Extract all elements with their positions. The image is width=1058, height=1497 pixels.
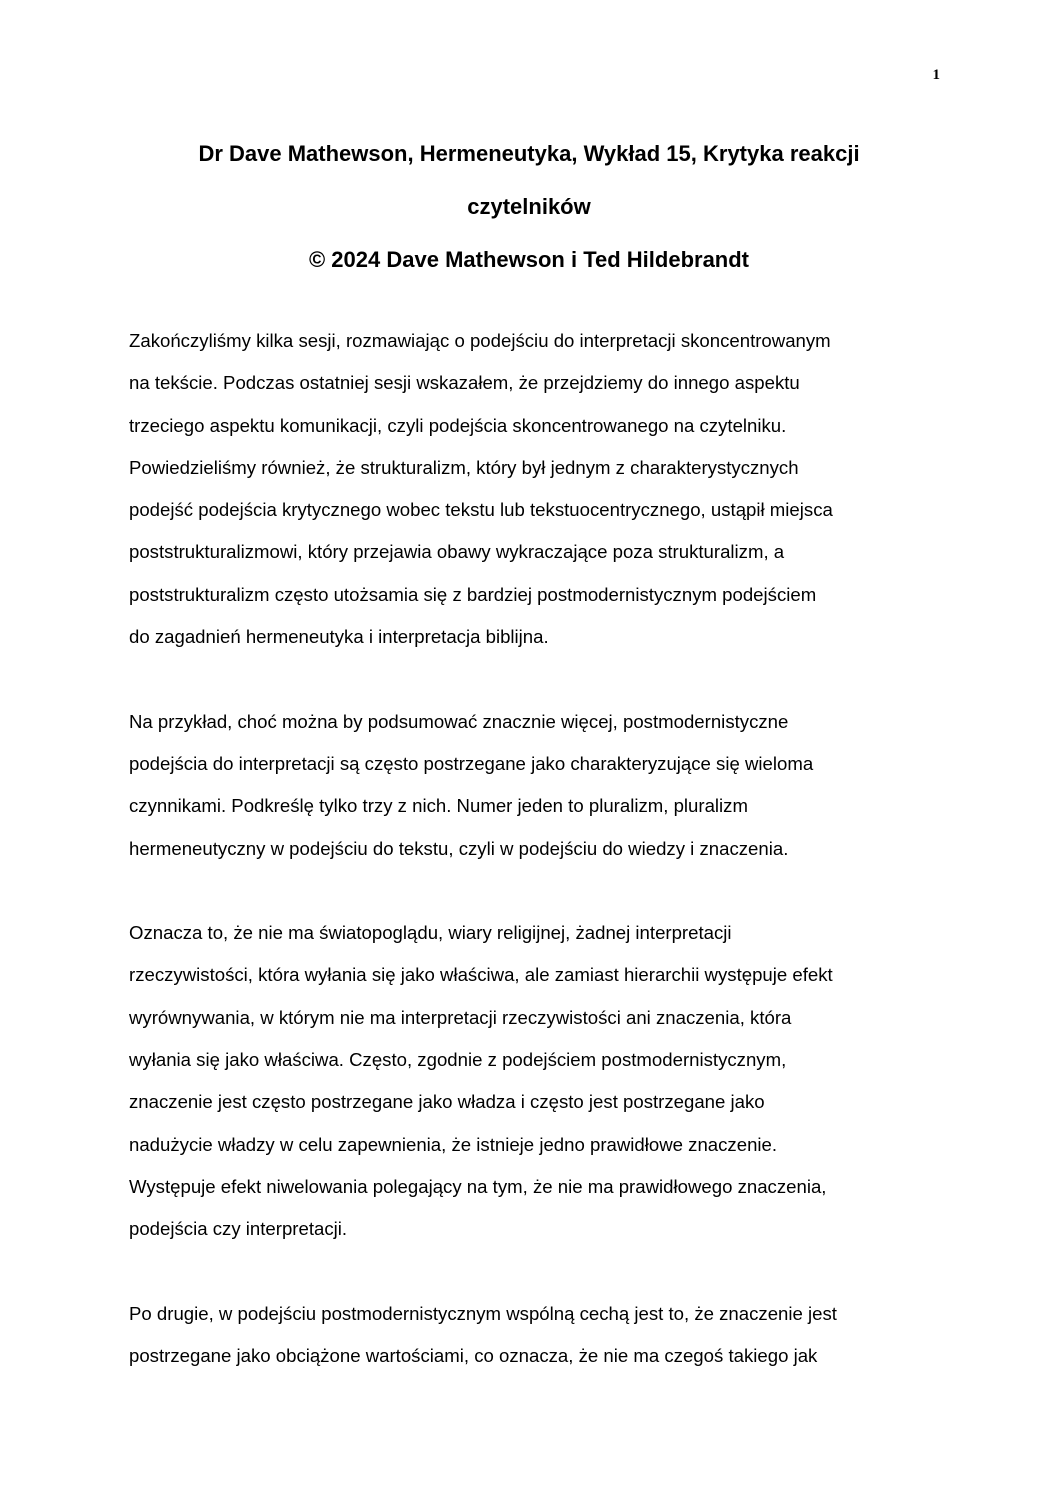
- text-line: podejść podejścia krytycznego wobec tekstu lub tekstuocentrycznego, ustąpił miejsca: [129, 499, 833, 521]
- text-line: podejścia czy interpretacji.: [129, 1218, 348, 1240]
- text-line: trzeciego aspektu komunikacji, czyli podejścia skoncentrowanego na czytelniku.: [129, 414, 787, 436]
- paragraph-1: [129, 320, 949, 658]
- text-line: postrzegane jako obciążone wartościami, co oznacza, że nie ma czegoś takiego jak: [129, 1345, 818, 1367]
- text-line: Na przykład, choć można by podsumować znacznie więcej, postmodernistyczne: [129, 710, 789, 732]
- paragraph-3: [129, 912, 949, 1250]
- text-line: wyłania się jako właściwa. Często, zgodnie z podejściem postmodernistycznym,: [129, 1049, 787, 1071]
- text-line: Oznacza to, że nie ma światopoglądu, wiary religijnej, żadnej interpretacji: [129, 922, 732, 944]
- text-line: Występuje efekt niwelowania polegający na tym, że nie ma prawidłowego znaczenia,: [129, 1175, 827, 1197]
- paragraph-2: [129, 701, 949, 870]
- text-line: do zagadnień hermeneutyka i interpretacja biblijna.: [129, 626, 549, 648]
- title-line: Dr Dave Mathewson, Hermeneutyka, Wykład 15, Krytyka reakcji: [198, 141, 860, 166]
- page-number: 1: [932, 67, 940, 83]
- text-line: znaczenie jest często postrzegane jako władza i często jest postrzegane jako: [129, 1091, 765, 1113]
- text-line: wyrównywania, w którym nie ma interpretacji rzeczywistości ani znaczenia, która: [129, 1006, 792, 1028]
- text-line: Zakończyliśmy kilka sesji, rozmawiając o podejściu do interpretacji skoncentrowanym: [129, 330, 831, 351]
- text-line: rzeczywistości, która wyłania się jako właściwa, ale zamiast hierarchii występuje efekt: [129, 964, 833, 986]
- document-title: [100, 127, 958, 286]
- text-line: hermeneutyczny w podejściu do tekstu, czyli w podejściu do wiedzy i znaczenia.: [129, 837, 789, 859]
- text-line: poststrukturalizmowi, który przejawia obawy wykraczające poza strukturalizm, a: [129, 541, 785, 563]
- text-line: Powiedzieliśmy również, że strukturalizm, który był jednym z charakterystycznych: [129, 456, 799, 478]
- title-line: czytelników: [467, 194, 591, 219]
- text-line: podejścia do interpretacji są często postrzegane jako charakteryzujące się wieloma: [129, 752, 814, 774]
- text-line: Po drugie, w podejściu postmodernistycznym wspólną cechą jest to, że znaczenie jest: [129, 1302, 837, 1324]
- text-line: nadużycie władzy w celu zapewnienia, że istnieje jedno prawidłowe znaczenie.: [129, 1133, 778, 1155]
- text-line: czynnikami. Podkreślę tylko trzy z nich. Numer jeden to pluralizm, pluralizm: [129, 795, 748, 817]
- paragraph-4: [129, 1293, 949, 1378]
- text-line: na tekście. Podczas ostatniej sesji wskazałem, że przejdziemy do innego aspektu: [129, 372, 800, 394]
- document-body: [129, 320, 949, 1420]
- text-line: poststrukturalizm często utożsamia się z bardziej postmodernistycznym podejściem: [129, 583, 817, 605]
- title-line: © 2024 Dave Mathewson i Ted Hildebrandt: [308, 247, 750, 272]
